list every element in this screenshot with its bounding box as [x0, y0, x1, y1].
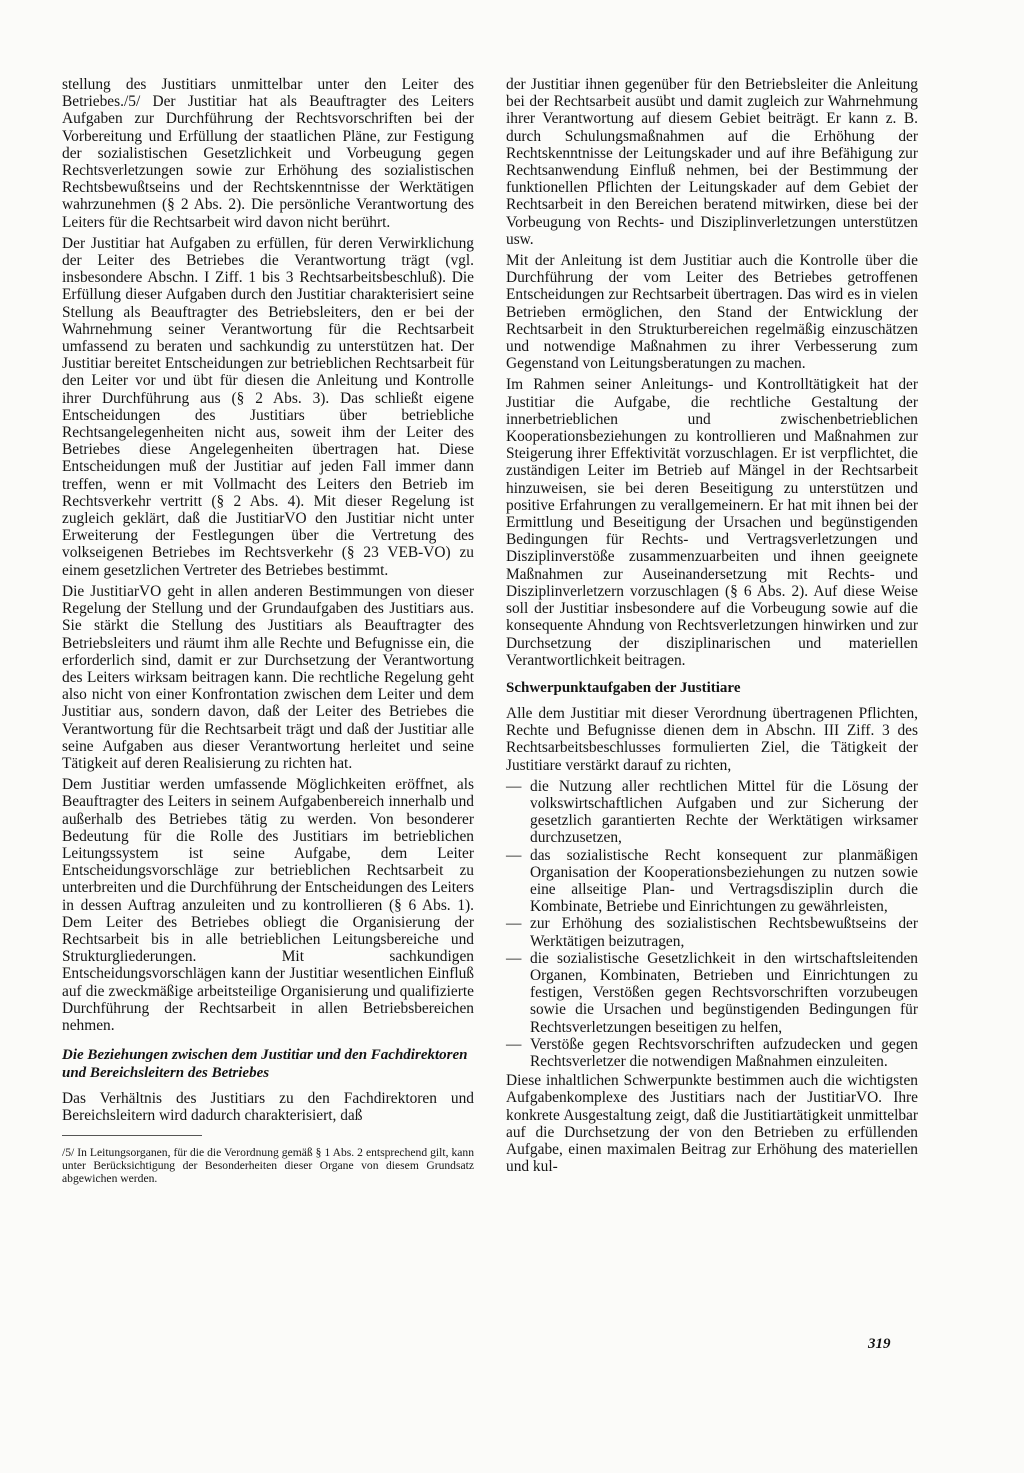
paragraph: der Justitiar ihnen gegenüber für den Betriebsleiter die Anleitung bei der Rechtsarbeit ausübt und damit zugleich zur Wahrnehmung ihrer Verantwortung auf diesem Gebiet beiträgt. Er kann z. B. durch Schulungsmaßnahmen auf die Erhöhung der Rechtskenntnisse der Leitungskader und auf ihre Befähigung zur Rechtsanwendung Einfluß nehmen, bei der Bestimmung der funktionellen Pflichten der Leitungskader auf dem Gebiet der Rechtsarbeit in den Bereichen beratend mitwirken, diese bei der Vorbeugung von Rechts- und Disziplinverletzungen unterstützen usw.	[506, 76, 918, 248]
dash-marker: —	[506, 777, 522, 795]
paragraph: Im Rahmen seiner Anleitungs- und Kontrolltätigkeit hat der Justitiar die Aufgabe, die rechtliche Gestaltung der innerbetrieblichen und zwischenbetrieblichen Kooperationsbeziehungen zu kontrollieren und Maßnahmen zur Steigerung ihrer Effektivität vorzuschlagen. Er ist verpflichtet, die zuständigen Leiter im Betrieb auf Mängel in der Rechtsarbeit hinzuweisen, sie bei deren Beseitigung zu unterstützen und positive Erfahrungen zu verallgemeinern. Er hat mit ihnen bei der Ermittlung und Beseitigung der Ursachen und begünstigenden Bedingungen für Rechts- und Vertragsverletzungen und Disziplinverstöße zusammenzuarbeiten und ihnen geeignete Maßnahmen zur Auseinandersetzung mit Rechts- und Disziplinverletzern vorzuschlagen (§ 6 Abs. 2). Auf diese Weise soll der Justitiar insbesondere auf die Vorbeugung sowie auf die konsequente Ahndung von Rechtsverletzungen hinwirken und zur Durchsetzung der disziplinarischen und materiellen Verantwortlichkeit beitragen.	[506, 376, 918, 669]
paragraph: Diese inhaltlichen Schwerpunkte bestimmen auch die wichtigsten Aufgabenkomplexe des Justitiars nach der JustitiarVO. Ihre konkrete Ausgestaltung zeigt, daß die Justitiartätigkeit unmittelbar auf die Durchsetzung der von den Betrieben zu erfüllenden Aufgabe, einen maximalen Beitrag zur Erhöhung des materiellen und kul-	[506, 1072, 918, 1176]
bullet-list	[506, 778, 918, 1070]
paragraph: stellung des Justitiars unmittelbar unter den Leiter des Betriebes./5/ Der Justitiar hat als Beauftragter des Leiters Aufgaben zur Durchführung der Rechtsvorschriften bei der Vorbereitung und Erfüllung der staatlichen Pläne, zur Festigung der sozialistischen Gesetzlichkeit und Vorbeugung gegen Rechtsverletzungen sowie zur Erhöhung des sozialistischen Rechtsbewußtseins und der Rechtskenntnisse der Werktätigen wahrzunehmen (§ 2 Abs. 2). Die persönliche Verantwortung des Leiters für die Rechtsarbeit wird davon nicht berührt.	[62, 76, 474, 231]
paragraph: Alle dem Justitiar mit dieser Verordnung übertragenen Pflichten, Rechte und Befugnisse dienen dem in Abschn. III Ziff. 3 des Rechtsarbeitsbeschlusses formulierten Ziel, die Tätigkeit der Justitiare verstärkt darauf zu richten,	[506, 704, 918, 774]
section-heading: Schwerpunktaufgaben der Justitiare	[506, 679, 741, 696]
list-item-text: die sozialistische Gesetzlichkeit in den wirtschaftsleitenden Organen, Kombinaten, Betrieben und Einrichtungen zu festigen, Verstößen gegen Rechtsvorschriften vorzubeugen sowie die Ursachen und begünstigenden Bedingungen für Rechtsverletzungen beseitigen zu helfen,	[530, 949, 918, 1036]
list-item	[506, 950, 918, 1036]
right-column	[506, 76, 918, 1179]
paragraph: Dem Justitiar werden umfassende Möglichkeiten eröffnet, als Beauftragter des Leiters in seinem Aufgabenbereich innerhalb und außerhalb des Betriebes tätig zu werden. Von besonderer Bedeutung für die Rolle des Justitiars im betrieblichen Leitungssystem ist seine Aufgabe, dem Leiter Entscheidungsvorschläge zur betrieblichen Rechtsarbeit zu unterbreiten und die Durchführung der Entscheidungen des Leiters in dessen Auftrag anzuleiten und zu kontrollieren (§ 6 Abs. 1). Dem Leiter des Betriebes obliegt die Organisierung der Rechtsarbeit bis in alle betrieblichen Leitungsbereiche und Strukturgliederungen. Mit sachkundigen Entscheidungsvorschlägen kann der Justitiar wesentlichen Einfluß auf die zweckmäßige arbeitsteilige Organisierung und qualifizierte Durchführung der Rechtsarbeit in allen Betriebsbereichen nehmen.	[62, 776, 474, 1034]
list-item	[506, 847, 918, 916]
paragraph: Mit der Anleitung ist dem Justitiar auch die Kontrolle über die Durchführung der vom Leiter des Betriebes getroffenen Entscheidungen zur Rechtsarbeit übertragen. Das wird es in vielen Betrieben ermöglichen, den Stand der Entwicklung der Rechtsarbeit in den Strukturbereichen regelmäßig einzuschätzen und notwendige Maßnahmen zu ihrer Verbesserung zum Gegenstand von Leitungsberatungen zu machen.	[506, 252, 918, 373]
page-number: 319	[868, 1336, 891, 1352]
dash-marker: —	[506, 846, 522, 864]
dash-marker: —	[506, 1035, 522, 1053]
dash-marker: —	[506, 915, 522, 933]
list-item-text: die Nutzung aller rechtlichen Mittel für die Lösung der volkswirtschaftlichen Aufgaben und zur Sicherung der gesetzlich garantierten Rechte der Werktätigen wirksamer durchzusetzen,	[530, 777, 918, 847]
paragraph: Der Justitiar hat Aufgaben zu erfüllen, für deren Verwirklichung der Leiter des Betriebes die Verantwortung trägt (vgl. insbesondere Abschn. I Ziff. 1 bis 3 Rechtsarbeitsbeschluß). Die Erfüllung dieser Aufgaben durch den Justitiar charakterisiert seine Stellung als Beauftragter des Betriebsleiters, den er bei der Wahrnehmung seiner Verantwortung für die Rechtsarbeit umfassend zu beraten und sachkundig zu unterstützen hat. Der Justitiar bereitet Entscheidungen zur betrieblichen Rechtsarbeit für den Leiter vor und übt für diesen die Anleitung und Kontrolle ihrer Durchführung aus (§ 2 Abs. 3). Das schließt eigene Entscheidungen des Justitiars über betriebliche Rechtsangelegenheiten nicht aus, soweit ihm der Leiter des Betriebes diese Angelegenheiten übertragen hat. Diese Entscheidungen muß der Justitiar auf jeden Fall immer dann treffen, wenn er mit Vollmacht des Leiters den Betrieb im Rechtsverkehr vertritt (§ 2 Abs. 4). Mit dieser Regelung ist zugleich geklärt, daß die JustitiarVO den Justitiar nicht unter Erweiterung der Festlegungen über die Vertretung des volkseigenen Betriebes im Rechtsverkehr (§ 23 VEB-VO) zu einem gesetzlichen Vertreter des Betriebes bestimmt.	[62, 234, 474, 579]
list-item-text: Verstöße gegen Rechtsvorschriften aufzudecken und gegen Rechtsverletzer die notwendigen Maßnahmen einzuleiten.	[530, 1035, 918, 1070]
section-heading: Die Beziehungen zwischen dem Justitiar und den Fachdirektoren und Bereichsleitern des Betriebes	[62, 1047, 468, 1082]
footnote-divider	[62, 1135, 202, 1136]
list-item	[506, 778, 918, 847]
paragraph: Die JustitiarVO geht in allen anderen Bestimmungen von dieser Regelung der Stellung und der Grundaufgaben des Justitiars aus. Sie stärkt die Stellung des Justitiars als Beauftragter des Betriebsleiters und räumt ihm alle Rechte und Befugnisse ein, die erforderlich sind, damit er zur Durchsetzung der Verantwortung des Leiters wirksam beitragen kann. Die rechtliche Regelung geht also nicht von einer Konfrontation zwischen dem Leiter und dem Justitiar aus, sondern davon, daß der Leiter des Betriebes die Verantwortung für die Rechtsarbeit trägt und daß der Justitiar alle seine Aufgaben aus dieser Verantwortung herleitet und seine Tätigkeit auf deren Realisierung zu richten hat.	[62, 582, 474, 772]
list-item	[506, 1036, 918, 1070]
list-item-text: das sozialistische Recht konsequent zur planmäßigen Organisation der Kooperationsbeziehungen zu nutzen sowie eine allseitige Plan- und Vertragsdisziplin durch die Kombinate, Betriebe und Einrichtungen zu gewährleisten,	[530, 846, 918, 916]
list-item	[506, 915, 918, 949]
paragraph: Das Verhältnis des Justitiars zu den Fachdirektoren und Bereichsleitern wird dadurch charakterisiert, daß	[62, 1090, 474, 1125]
footnote: /5/ In Leitungsorganen, für die die Verordnung gemäß § 1 Abs. 2 entsprechend gilt, kann unter Berücksichtigung der Besonderheiten dieser Organe von diesem Grundsatz abgewichen werden.	[62, 1145, 474, 1185]
dash-marker: —	[506, 949, 522, 967]
left-column	[62, 76, 474, 1189]
list-item-text: zur Erhöhung des sozialistischen Rechtsbewußtseins der Werktätigen beizutragen,	[530, 915, 918, 950]
